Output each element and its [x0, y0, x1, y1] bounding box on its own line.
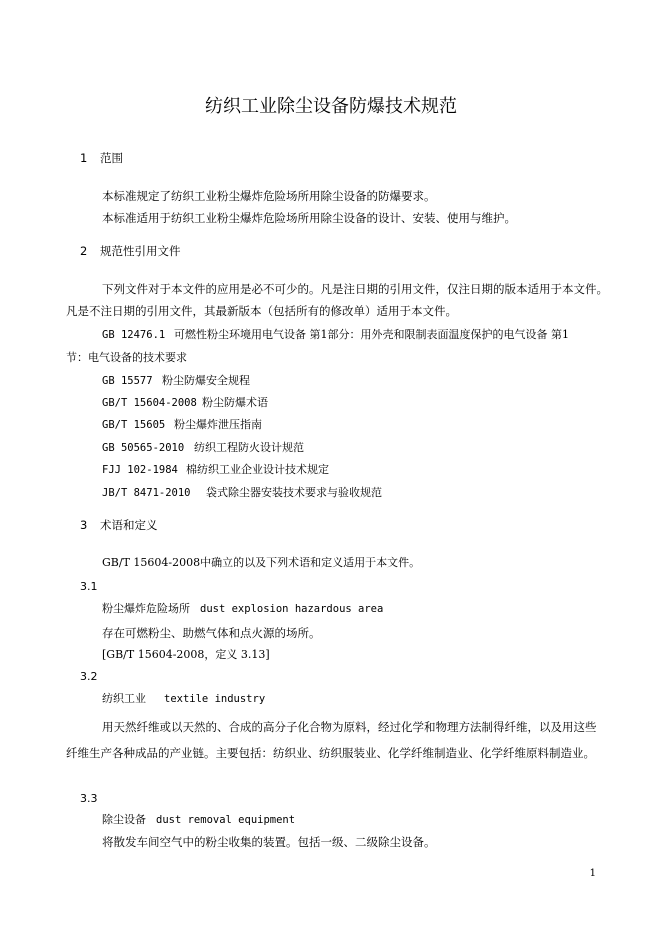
reference-code: JB/T 8471-2010 [102, 487, 191, 499]
reference-item [102, 328, 569, 342]
reference-code: FJJ 102-1984 [102, 464, 178, 476]
reference-title-continued: 节：电气设备的技术要求 [66, 351, 187, 364]
page-number: 1 [589, 868, 596, 879]
reference-code: GB/T 15604-2008 [102, 397, 197, 409]
section-1-title: 范围 [100, 151, 123, 165]
term-3-2 [102, 692, 265, 706]
reference-code: GB 50565-2010 [102, 442, 185, 454]
reference-title: 棉纺织工业企业设计技术规定 [186, 463, 329, 476]
term-3-3-definition: 将散发车间空气中的粉尘收集的装置。包括一级、二级除尘设备。 [102, 835, 436, 849]
term-3-1-source: [GB/T 15604-2008，定义 3.13] [102, 648, 270, 661]
document-title: 纺织工业除尘设备防爆技术规范 [205, 96, 457, 117]
term-3-3-chinese: 除尘设备 [102, 813, 146, 826]
reference-item [102, 418, 262, 432]
term-3-3 [102, 813, 295, 827]
reference-title: 粉尘防爆术语 [202, 396, 268, 409]
term-3-2-number: 3.2 [80, 670, 98, 683]
section-2-paragraph-line-1: 下列文件对于本文件的应用是必不可少的。凡是注日期的引用文件，仅注日期的版本适用于本文件。 [102, 282, 608, 296]
reference-item [102, 463, 329, 477]
term-3-1-number: 3.1 [80, 580, 98, 593]
section-2-paragraph-line-2: 凡是不注日期的引用文件，其最新版本（包括所有的修改单）适用于本文件。 [66, 304, 457, 318]
reference-title: 粉尘爆炸泄压指南 [174, 418, 262, 431]
section-3-title: 术语和定义 [100, 518, 158, 532]
term-3-2-definition-line-1: 用天然纤维或以天然的、合成的高分子化合物为原料，经过化学和物理方法制得纤维，以及用这些 [102, 720, 597, 734]
reference-item [102, 441, 304, 455]
reference-title: 纺织工程防火设计规范 [194, 441, 304, 454]
term-3-2-chinese: 纺织工业 [102, 692, 146, 705]
term-3-2-definition-line-2: 纤维生产各种成品的产业链。主要包括：纺织业、纺织服装业、化学纤维制造业、化学纤维原料制造业。 [66, 746, 595, 760]
reference-item [102, 374, 250, 388]
section-2-title: 规范性引用文件 [100, 244, 181, 258]
reference-item [102, 486, 382, 500]
section-3-intro: GB/T 15604-2008中确立的以及下列术语和定义适用于本文件。 [102, 556, 421, 569]
term-3-1-chinese: 粉尘爆炸危险场所 [102, 602, 190, 615]
reference-code: GB/T 15605 [102, 419, 166, 431]
reference-title: 可燃性粉尘环境用电气设备 第1部分：用外壳和限制表面温度保护的电气设备 第1 [174, 328, 569, 341]
section-1-number: 1 [80, 151, 88, 165]
reference-code: GB 15577 [102, 375, 153, 387]
section-1-paragraph-2: 本标准适用于纺织工业粉尘爆炸危险场所用除尘设备的设计、安装、使用与维护。 [102, 211, 516, 225]
term-3-1 [102, 602, 383, 616]
section-1-heading [80, 151, 123, 165]
term-3-1-english: dust explosion hazardous area [200, 603, 384, 615]
reference-title: 袋式除尘器安装技术要求与验收规范 [206, 486, 382, 499]
section-2-number: 2 [80, 244, 88, 258]
section-3-heading [80, 518, 158, 532]
reference-code: GB 12476.1 [102, 329, 166, 341]
section-3-number: 3 [80, 518, 88, 532]
reference-item [102, 396, 268, 410]
term-3-3-english: dust removal equipment [156, 814, 296, 826]
section-1-paragraph-1: 本标准规定了纺织工业粉尘爆炸危险场所用除尘设备的防爆要求。 [102, 189, 436, 203]
section-2-heading [80, 244, 181, 258]
term-3-3-number: 3.3 [80, 792, 98, 805]
term-3-1-definition: 存在可燃粉尘、助燃气体和点火源的场所。 [102, 626, 321, 640]
reference-title: 粉尘防爆安全规程 [162, 374, 250, 387]
term-3-2-english: textile industry [164, 693, 266, 705]
